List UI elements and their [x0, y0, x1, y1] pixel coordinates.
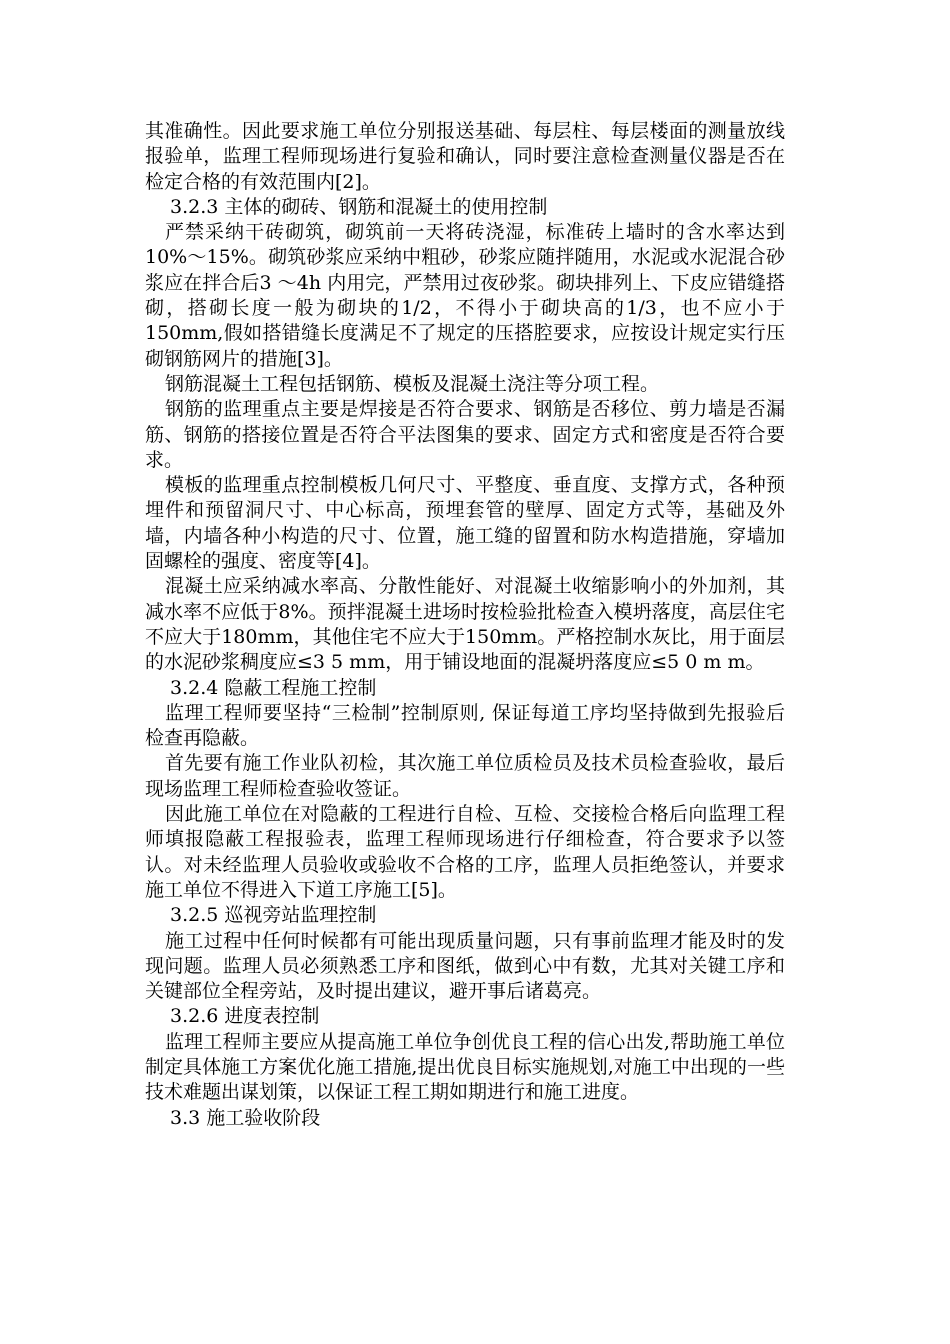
paragraph-reinforced-concrete: 钢筋混凝土工程包括钢筋、模板及混凝土浇注等分项工程。: [164, 372, 659, 395]
section-heading-3-2-5: 3.2.5 巡视旁站监理控制: [170, 904, 377, 927]
paragraph-inspection-order: 首先要有施工作业队初检，其次施工单位质检员及技术员检查验收，最后现场监理工程师检查验收签证。: [145, 752, 785, 800]
paragraph-schedule-control: 监理工程师主要应从提高施工单位争创优良工程的信心出发,帮助施工单位制定具体施工方案优化施工措施,提出优良目标实施规划,对施工中出现的一些技术难题出谋划策，以保证工程工期如期进行和施工进度。: [145, 1030, 785, 1104]
section-heading-3-2-3: 3.2.3 主体的砌砖、钢筋和混凝土的使用控制: [170, 195, 548, 218]
section-heading-3-2-4: 3.2.4 隐蔽工程施工控制: [170, 676, 377, 699]
section-heading-3-2-6: 3.2.6 进度表控制: [170, 1005, 320, 1028]
document-body: [145, 119, 785, 1131]
paragraph-formwork-supervision: 模板的监理重点控制模板几何尺寸、平整度、垂直度、支撑方式，各种预埋件和预留洞尺寸、中心标高，预埋套管的壁厚、固定方式等，基础及外墙，内墙各种小构造的尺寸、位置，施工缝的留置和防水构造措施，穿墙加固螺栓的强度、密度等[4]。: [145, 474, 785, 573]
paragraph-measurement-accuracy: 其准确性。因此要求施工单位分别报送基础、每层柱、每层楼面的测量放线报验单，监理工程师现场进行复验和确认，同时要注意检查测量仪器是否在检定合格的有效范围内[2]。: [145, 120, 785, 193]
paragraph-concrete-admixture: 混凝土应采纳减水率高、分散性能好、对混凝土收缩影响小的外加剂，其减水率不应低于8%。预拌混凝土进场时按检验批检查入模坍落度，高层住宅不应大于180mm，其他住宅不应大于150mm。严格控制水灰比，用于面层的水泥砂浆稠度应≤3 5 mm，用于铺设地面的混凝坍落度应≤5 0 m m。: [145, 575, 785, 674]
section-heading-3-3: 3.3 施工验收阶段: [170, 1106, 321, 1129]
paragraph-rebar-supervision: 钢筋的监理重点主要是焊接是否符合要求、钢筋是否移位、剪力墙是否漏筋、钢筋的搭接位置是否符合平法图集的要求、固定方式和密度是否符合要求。: [145, 398, 785, 471]
paragraph-hidden-works-report: 因此施工单位在对隐蔽的工程进行自检、互检、交接检合格后向监理工程师填报隐蔽工程报验表，监理工程师现场进行仔细检查，符合要求予以签认。对未经监理人员验收或验收不合格的工序，监理人员拒绝签认，并要求施工单位不得进入下道工序施工[5]。: [145, 803, 785, 901]
paragraph-three-inspection: 监理工程师要坚持“三检制”控制原则, 保证每道工序均坚持做到先报验后检查再隐蔽。: [145, 701, 785, 750]
paragraph-patrol-supervision: 施工过程中任何时候都有可能出现质量问题，只有事前监理才能及时的发现问题。监理人员必须熟悉工序和图纸，做到心中有数，尤其对关键工序和关键部位全程旁站，及时提出建议，避开事后诸葛亮。: [145, 929, 785, 1003]
paragraph-masonry: 严禁采纳干砖砌筑，砌筑前一天将砖浇湿，标准砖上墙时的含水率达到10%～15%。砌筑砂浆应采纳中粗砂，砂浆应随拌随用，水泥或水泥混合砂浆应在拌合后3 ～4h 内用完，严禁用过夜砂浆。砌块排列上、下皮应错缝搭砌，搭砌长度一般为砌块的1/2，不得小于砌块高的1/3，也不应小于150mm,假如搭错缝长度满足不了规定的压搭腔要求，应按设计规定实行压砌钢筋网片的措施[3]。: [145, 221, 785, 370]
